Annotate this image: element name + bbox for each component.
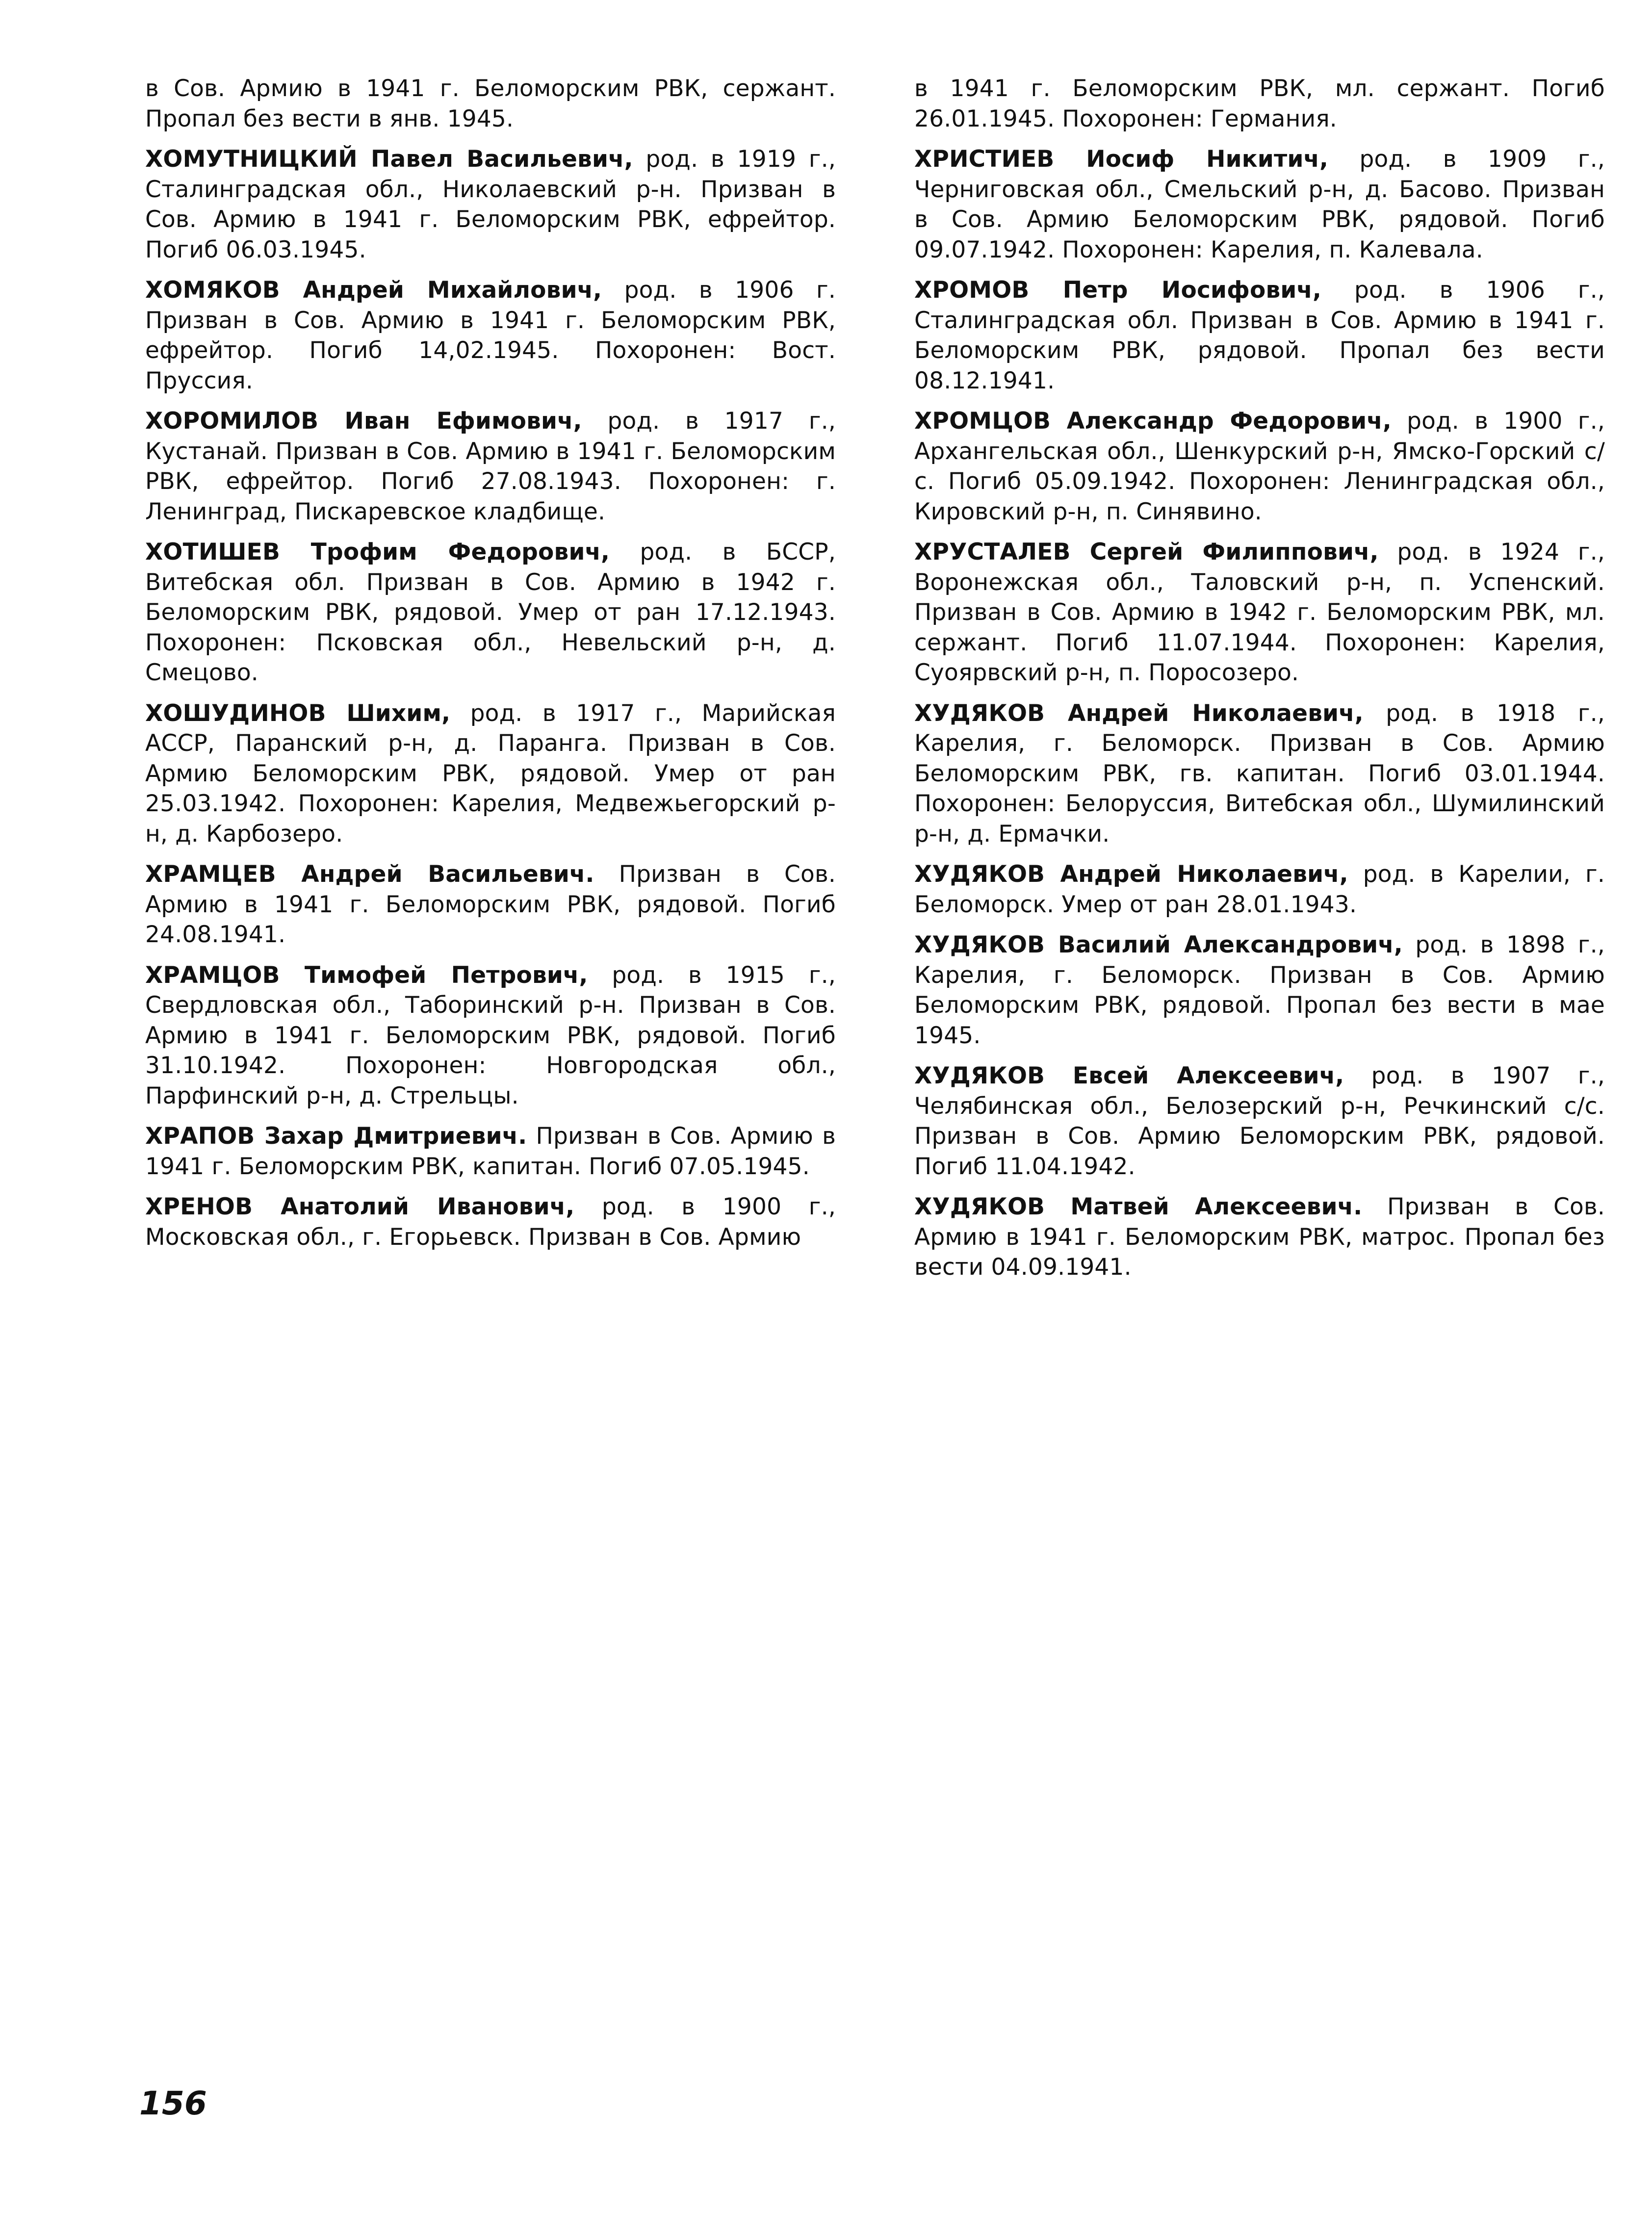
entry-name: ХОШУДИНОВ Шихим, [145, 699, 451, 727]
entry-text: род. в 1898 г., Карелия, г. Беломорск. Призван в Сов. Армию Беломорским РВК, рядовой. Пропал без вести в мае 1945. [914, 931, 1605, 1049]
entry [145, 537, 836, 688]
entry-name: ХРИСТИЕВ Иосиф Никитич, [914, 146, 1329, 173]
entry-text: род. в 1900 г., Московская обл., г. Егорьевск. Призван в Сов. Армию [145, 1193, 836, 1251]
entry-name: ХРОМЦОВ Александр Федорович, [914, 408, 1392, 435]
entry-text: род. в Карелии, г. Беломорск. Умер от ран 28.01.1943. [914, 861, 1605, 918]
entry-name: ХРУСТАЛЕВ Сергей Филиппович, [914, 539, 1379, 566]
entry [914, 537, 1605, 688]
entry [145, 406, 836, 527]
entry-name: ХРАПОВ Захар Дмитриевич. [145, 1123, 527, 1150]
entry-text: род. в 1924 г., Воронежская обл., Таловский р-н, п. Успенский. Призван в Сов. Армию в 1942 г. Беломорским РВК, мл. сержант. Погиб 11.07.1944. Похоронен: Карелия, Суоярвский р-н, п. Поросозеро. [914, 539, 1605, 686]
entry-text: род. в 1900 г., Архангельская обл., Шенкурский р-н, Ямско-Горский с/с. Погиб 05.09.1942. Похоронен: Ленинградская обл., Кировский р-н, п. Синявино. [914, 408, 1605, 525]
entry-name: ХУДЯКОВ Матвей Алексеевич. [914, 1193, 1363, 1220]
entry-text: род. в 1906 г. Призван в Сов. Армию в 1941 г. Беломорским РВК, ефрейтор. Погиб 14,02.1945. Похоронен: Вост. Пруссия. [145, 277, 836, 394]
entry-text: род. в 1907 г., Челябинская обл., Белозерский р-н, Речкинский с/с. Призван в Сов. Армию Беломорским РВК, рядовой. Погиб 11.04.1942. [914, 1062, 1605, 1180]
entry [914, 275, 1605, 396]
left-column [145, 74, 836, 1262]
entry-name: ХУДЯКОВ Евсей Алексеевич, [914, 1062, 1344, 1089]
entry-name: ХОТИШЕВ Трофим Федорович, [145, 539, 610, 566]
entry-text: род. в 1919 г., Сталинградская обл., Николаевский р-н. Призван в Сов. Армию в 1941 г. Беломорским РВК, ефрейтор. Погиб 06.03.1945. [145, 146, 836, 263]
entry-text: род. в 1917 г., Кустанай. Призван в Сов. Армию в 1941 г. Беломорским РВК, ефрейтор. Погиб 27.08.1943. Похоронен: г. Ленинград, Пискаревское кладбище. [145, 408, 836, 525]
entry [914, 859, 1605, 920]
entry-name: ХРОМОВ Петр Иосифович, [914, 277, 1322, 304]
entry [914, 1061, 1605, 1182]
entry [145, 144, 836, 265]
entry-name: ХУДЯКОВ Андрей Николаевич, [914, 861, 1348, 888]
entry [914, 74, 1605, 134]
entry [914, 698, 1605, 849]
entry [914, 930, 1605, 1051]
entry [145, 859, 836, 950]
entry-text: род. в 1915 г., Свердловская обл., Таборинский р-н. Призван в Сов. Армию в 1941 г. Беломорским РВК, рядовой. Погиб 31.10.1942. Похоронен: Новгородская обл., Парфинский р-н, д. Стрельцы. [145, 961, 836, 1109]
entry-text: Призван в Сов. Армию в 1941 г. Беломорским РВК, рядовой. Погиб 24.08.1941. [145, 861, 836, 948]
entry-text: род. в 1906 г., Сталинградская обл. Призван в Сов. Армию в 1941 г. Беломорским РВК, рядовой. Пропал без вести 08.12.1941. [914, 277, 1605, 394]
entry-name: ХОРОМИЛОВ Иван Ефимович, [145, 408, 582, 435]
entry [145, 74, 836, 134]
entry-name: ХРАМЦЕВ Андрей Васильевич. [145, 861, 594, 888]
entry [145, 1121, 836, 1182]
entry-text: Призван в Сов. Армию в 1941 г. Беломорским РВК, капитан. Погиб 07.05.1945. [145, 1123, 836, 1180]
entry-name: ХУДЯКОВ Андрей Николаевич, [914, 699, 1364, 727]
entry [145, 1192, 836, 1252]
entry-text: род. в 1909 г., Черниговская обл., Смельский р-н, д. Басово. Призван в Сов. Армию Беломорским РВК, рядовой. Погиб 09.07.1942. Похоронен: Карелия, п. Калевала. [914, 146, 1605, 263]
entry [145, 275, 836, 396]
entry [145, 698, 836, 849]
entry [145, 960, 836, 1111]
entry-text: род. в 1918 г., Карелия, г. Беломорск. Призван в Сов. Армию Беломорским РВК, гв. капитан. Погиб 03.01.1944. Похоронен: Белоруссия, Витебская обл., Шумилинский р-н, д. Ермачки. [914, 699, 1605, 848]
entry-name: ХРАМЦОВ Тимофей Петрович, [145, 961, 588, 989]
entry [914, 144, 1605, 265]
entry-name: ХОМУТНИЦКИЙ Павел Васильевич, [145, 146, 633, 173]
entry-text: род. в 1917 г., Марийская АССР, Паранский р-н, д. Паранга. Призван в Сов. Армию Беломорским РВК, рядовой. Умер от ран 25.03.1942. Похоронен: Карелия, Медвежьегорский р-н, д. Карбозеро. [145, 699, 836, 848]
entry-text: в Сов. Армию в 1941 г. Беломорским РВК, сержант. Пропал без вести в янв. 1945. [145, 75, 836, 132]
entry-text: род. в БССР, Витебская обл. Призван в Сов. Армию в 1942 г. Беломорским РВК, рядовой. Умер от ран 17.12.1943. Похоронен: Псковская обл., Невельский р-н, д. Смецово. [145, 539, 836, 686]
right-column [914, 74, 1605, 1293]
entry-name: ХУДЯКОВ Василий Александрович, [914, 931, 1403, 958]
entry [914, 1192, 1605, 1283]
entry-text: в 1941 г. Беломорским РВК, мл. сержант. Погиб 26.01.1945. Похоронен: Германия. [914, 75, 1605, 132]
entry-name: ХРЕНОВ Анатолий Иванович, [145, 1193, 575, 1220]
entry-name: ХОМЯКОВ Андрей Михайлович, [145, 277, 602, 304]
entry [914, 406, 1605, 527]
page-number: 156 [139, 2084, 207, 2122]
entry-text: Призван в Сов. Армию в 1941 г. Беломорским РВК, матрос. Пропал без вести 04.09.1941. [914, 1193, 1605, 1281]
